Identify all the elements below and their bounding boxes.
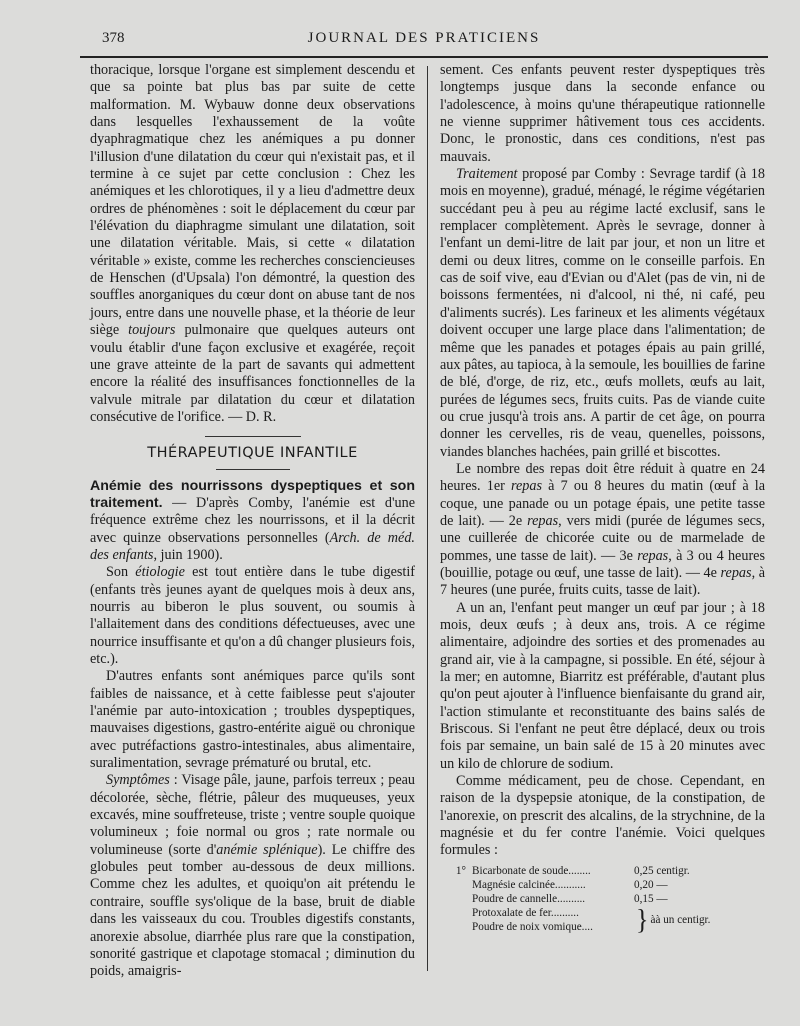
brace: } — [636, 903, 649, 936]
paragraph: Symptômes : Visage pâle, jaune, parfois terreux ; peau décolorée, sèche, flétrie, pâleur des muqueuses, yeux excavés, mine souffreteuse, triste ; ventre souple quoique volumineux ; foie normal ou gros ; rate normale ou volumineuse (sorte d'anémie splénique). Le chiffre des globules peut tomber au-dessous de deux millions. Comme chez les adultes, et quoiqu'on ait prétendu le contraire, souffle sys'olique de la base, bruit de diable dans les vaisseaux du cou. Troubles digestifs constants, anorexie absolue, diarrhée plus rare que la constipation, sonorité gastrique et clapotage stomacal ; diminution du poids, amaigris- — [90, 772, 416, 980]
formula-number: 1° — [455, 864, 466, 877]
page-header — [80, 30, 768, 52]
section-rule — [205, 436, 301, 437]
formula-row: Magnésie calcinée........... 0,20 — — [472, 878, 668, 891]
paragraph: Anémie des nourrissons dyspeptiques et son traitement. — D'après Comby, l'anémie est d'une fréquence extrême chez les nourrissons, et il la décrit avec quinze observations personnelles (Arch. de méd. des enfants, juin 1900). — [90, 477, 416, 563]
paragraph: A un an, l'enfant peut manger un œuf par jour ; à 18 mois, deux œufs ; à deux ans, trois. A ce régime alimentaire, adjoindre des sorties et des promenades au grand air, vie à la campagne, si possible. En été, séjour à la mer; en automne, Biarritz est préférable, d'autant plus qu'on peut ajouter à l'influence bienfaisante du grand air, l'action stimulante et reconstituante des bains salés de Briscous. Si l'enfant ne peut être déplacé, deux ou trois fois par semaine, un bain salé de 15 à 20 minutes avec un kilo de chlorure de sodium. — [440, 599, 765, 772]
right-column — [440, 62, 765, 934]
paragraph: Son étiologie est tout entière dans le tube digestif (enfants très jeunes ayant de quelques mois à deux ans, nourris au biberon le plus souvent, ou soumis à l'allaitement dans des conditions défectueuses, avec une nourrice insuffisante et qu'on a dû changer plusieurs fois, etc.). — [90, 564, 415, 667]
section-title: THÉRAPEUTIQUE INFANTILE — [147, 445, 358, 462]
paragraph: Traitement proposé par Comby : Sevrage tardif (à 18 mois en moyenne), gradué, ménagé, le régime végétarien succédant peu à peu au régime lacté exclusif, sans le remplacer complètement. Après le sevrage, donner à l'enfant un demi-litre de lait par jour, et non un litre et demi ou deux litres, comme on le conseille parfois. En cas de soif vive, eau d'Evian ou d'Alet (pas de vin, ni de boissons fermentées, ni d'alcool, ni thé, ni café, peu d'aliments sucrés). Les farineux et les aliments végétaux doivent occuper une large place dans l'alimentation; de même que les panades et potages épais au pain grillé, aux pâtes, au tapioca, à la semoule, les bouillies de farine de blé, d'orge, de riz, etc., œufs mollets, œufs au lait, purées de légumes secs, fruits cuits. Pas de viande cuite ou crue jusqu'à trois ans. A partir de cet âge, on pourra donner les cervelles, ris de veau, quenelles, poissons, viandes blanches hachées, pain grillé et biscottes. — [440, 166, 766, 460]
page-number: 378 — [102, 30, 125, 46]
formula-row: Poudre de cannelle.......... 0,15 — — [472, 892, 668, 905]
formula-row: 1° Bicarbonate de soude........ 0,25 centigr. — [440, 864, 765, 878]
paragraph: thoracique, lorsque l'organe est simplement descendu et que sa pointe bat plus bas par suite de cette malformation. M. Wybauw donne deux observations dans lesquelles l'exhaussement de la voûte dyaphragmatique chez les anémiques a pu donner l'illusion d'une dilatation du cœur qui n'existait pas, et il termine à ce sujet par cette conclusion : Chez les anémiques et les chlorotiques, il y a lieu d'admettre deux ordres de phénomènes : soit le déplacement du cœur par l'élévation du diaphragme simulant une dilatation, soit une dilatation véritable. Mais, si cette « dilatation véritable » existe, comme les recherches consciencieuses de Henschen (d'Upsala) l'on démontré, la question des souffles anorganiques du cœur dont on abuse tant de nos jours, entre dans une nouvelle phase, et la théorie de leur siège toujours pulmonaire que quelques auteurs ont voulu établir d'une façon exclusive et exagérée, reçoit une grave atteinte de la part de savants qui admettent encore la réalité des insuffisances fonctionnelles de la valvule mitrale par dilatation du cœur et dilatation consécutive de l'orifice. — D. R. — [90, 62, 415, 425]
paragraph: Comme médicament, peu de chose. Cependant, en raison de la dyspepsie atonique, de la constipation, de l'anorexie, on prescrit des alcalins, de la strychnine, de la magnésie et du fer contre l'anémie. Voici quelques formules : — [440, 773, 765, 859]
formula-block — [440, 864, 765, 934]
section-rule — [216, 469, 290, 470]
paragraph: Le nombre des repas doit être réduit à quatre en 24 heures. 1er repas à 7 ou 8 heures du matin (œuf à la coque, une panade ou un potage épais, une petite tasse de lait). — 2e repas, vers midi (purée de légumes secs, une cuillerée de chicorée cuite ou de marmelade de pommes, une tasse de lait). — 3e repas, à 3 ou 4 heures (bouillie, potage ou œuf, une tasse de lait). — 4e repas, à 7 heures (une purée, fruits cuits, tasse de lait). — [440, 460, 766, 599]
formula-brace-group: Protoxalate de fer.......... Poudre de noix vomique.... } àà un centigr. — [472, 903, 711, 936]
left-column — [90, 62, 415, 981]
paragraph: sement. Ces enfants peuvent rester dyspeptiques très longtemps jusque dans la seconde enfance ou l'adolescence, à moins qu'une thérapeutique rationnelle ne vienne supprimer hâtivement tous ces accidents. Donc, le pronostic, dans ces conditions, n'est pas mauvais. — [440, 62, 765, 165]
running-title: JOURNAL DES PRATICIENS — [307, 30, 541, 46]
paragraph: D'autres enfants sont anémiques parce qu'ils sont faibles de naissance, et à cette faiblesse peut s'ajouter l'anémie par auto-intoxication ; troubles dyspeptiques, mauvaises digestions, gastro-entérite aiguë ou chronique avec putréfactions gastro-intestinales, abus alimentaire, suralimentation, sevrage prématuré ou brutal, etc. — [90, 668, 415, 772]
column-divider — [427, 66, 428, 971]
header-rule — [80, 56, 768, 58]
article-title: Anémie des nourrissons dyspeptiques et son traitement. — [90, 477, 415, 511]
